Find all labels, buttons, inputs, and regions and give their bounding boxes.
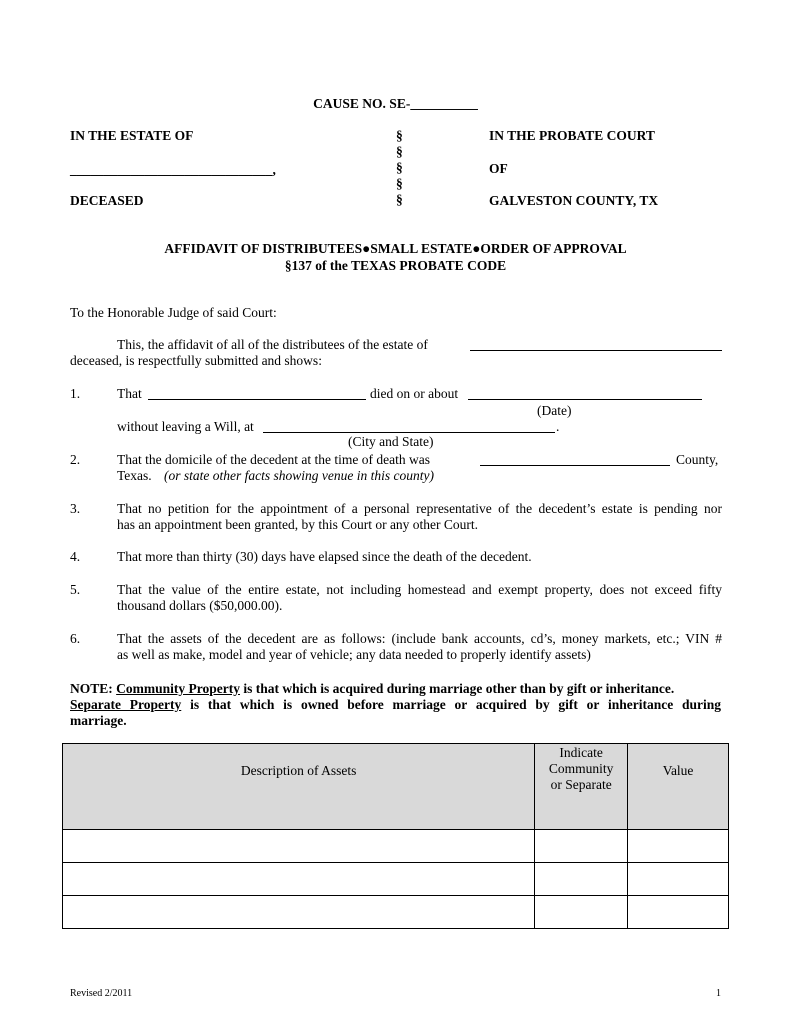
item-text: That the domicile of the decedent at the time of death was (117, 452, 431, 467)
description-cell[interactable] (63, 863, 535, 896)
value-cell[interactable] (628, 830, 729, 863)
community-separate-header: Indicate Community or Separate (535, 744, 628, 830)
item-text: That more than thirty (30) days have elapsed since the death of the decedent. (117, 549, 532, 564)
item-text: died on or about (370, 386, 459, 401)
intro-text: This, the affidavit of all of the distributees of the estate of (117, 337, 428, 352)
note-label: NOTE: (70, 681, 113, 696)
venue-note: (or state other facts showing venue in this county) (164, 468, 434, 483)
item-number: 6. (70, 631, 81, 646)
description-cell[interactable] (63, 830, 535, 863)
item-text: County, (676, 452, 719, 467)
section-symbol: § (396, 144, 403, 159)
item-number: 3. (70, 501, 81, 516)
community-property-text: is that which is acquired during marriage other than by gift or inheritance. (243, 681, 675, 696)
item-text: That the value of the entire estate, not including homestead and exempt property, does not exceed fifty (117, 582, 722, 597)
item-text: as well as make, model and year of vehicle; any data needed to properly identify assets) (117, 647, 591, 662)
intro-text-2: deceased, is respectfully submitted and shows: (70, 353, 322, 368)
section-symbol: § (396, 192, 403, 207)
item-text: without leaving a Will, at (117, 419, 254, 434)
item-number: 5. (70, 582, 81, 597)
note-community (70, 681, 674, 697)
item-number: 4. (70, 549, 81, 564)
estate-name-blank[interactable] (470, 338, 722, 351)
document-subtitle: §137 of the TEXAS PROBATE CODE (284, 258, 507, 273)
item-text: . (556, 419, 560, 434)
domicile-county-blank[interactable] (480, 453, 670, 466)
county-label: GALVESTON COUNTY, TX (489, 193, 659, 208)
value-header: Value (628, 744, 729, 830)
item-text: That the assets of the decedent are as follows: (include bank accounts, cd’s, money markets, etc.; VIN # (117, 631, 722, 646)
community-separate-cell[interactable] (535, 830, 628, 863)
value-cell[interactable] (628, 863, 729, 896)
decedent-blank[interactable] (148, 387, 366, 400)
document-title: AFFIDAVIT OF DISTRIBUTEES●SMALL ESTATE●ORDER OF APPROVAL (164, 241, 627, 256)
note-separate (70, 697, 721, 713)
city-state-label: (City and State) (348, 434, 434, 449)
value-cell[interactable] (628, 896, 729, 929)
table-row (63, 830, 729, 863)
cause-number: CAUSE NO. SE-__________ (313, 96, 478, 111)
section-symbol: § (396, 160, 403, 175)
item-text: thousand dollars ($50,000.00). (117, 598, 283, 613)
community-separate-cell[interactable] (535, 896, 628, 929)
item-text: has an appointment been granted, by this Court or any other Court. (117, 517, 479, 532)
table-row (63, 863, 729, 896)
page-number: 1 (716, 988, 721, 999)
description-cell[interactable] (63, 896, 535, 929)
table-header-row (63, 744, 729, 830)
date-label: (Date) (537, 403, 572, 418)
item-number: 2. (70, 452, 81, 467)
item-text: That no petition for the appointment of a personal representative of the decedent’s estate is pending nor (117, 501, 722, 516)
section-symbol: § (396, 128, 403, 143)
description-header: Description of Assets (63, 744, 535, 830)
separate-property-term: Separate Property (70, 697, 182, 712)
section-symbol: § (396, 176, 403, 191)
community-property-term: Community Property (116, 681, 241, 696)
of-label: OF (489, 161, 508, 176)
estate-of-label: IN THE ESTATE OF (70, 128, 194, 143)
deceased-label: DECEASED (70, 193, 144, 208)
assets-table (62, 743, 729, 929)
item-number: 1. (70, 386, 81, 401)
item-text: Texas. (117, 468, 152, 483)
note-separate-end: marriage. (70, 713, 127, 728)
community-separate-cell[interactable] (535, 863, 628, 896)
decedent-name-line[interactable]: ______________________________, (70, 162, 276, 177)
city-state-blank[interactable] (263, 420, 555, 433)
revision-date: Revised 2/2011 (70, 988, 133, 999)
item-text: That (117, 386, 142, 401)
table-row (63, 896, 729, 929)
probate-court-label: IN THE PROBATE COURT (489, 128, 655, 143)
separate-property-text: is that which is owned before marriage or acquired by gift or inheritance during (190, 697, 721, 712)
salutation: To the Honorable Judge of said Court: (70, 305, 277, 320)
date-blank[interactable] (468, 387, 702, 400)
